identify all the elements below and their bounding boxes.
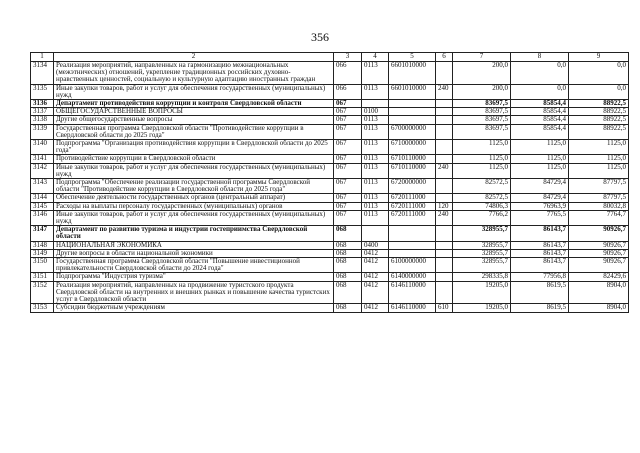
- target-article-code: 6710110000: [389, 163, 436, 178]
- section-code: 0113: [362, 140, 389, 155]
- row-name: Обеспечение деятельности государственных органов (центральный аппарат): [54, 194, 334, 202]
- target-article-code: 6100000000: [389, 258, 436, 273]
- expense-type-code: [436, 258, 453, 273]
- amount-year-1: 200,0: [453, 62, 511, 85]
- row-name: Подпрограмма "Организация противодействия коррупции в Свердловской области до 2025 года": [54, 140, 334, 155]
- section-code: 0412: [362, 281, 389, 304]
- expense-type-code: [436, 140, 453, 155]
- amount-year-3: 0,0: [569, 84, 629, 99]
- row-number: 3137: [31, 108, 54, 116]
- row-name: Расходы на выплаты персоналу государственных (муниципальных) органов: [54, 202, 334, 210]
- ministry-code: 066: [334, 62, 362, 85]
- table-row: [31, 62, 629, 85]
- expense-type-code: [436, 62, 453, 85]
- section-code: 0113: [362, 210, 389, 225]
- row-number: 3143: [31, 179, 54, 194]
- section-code: 0113: [362, 155, 389, 163]
- amount-year-3: 90926,7: [569, 258, 629, 273]
- column-header: 9: [569, 53, 629, 62]
- row-number: 3138: [31, 116, 54, 124]
- expense-type-code: [436, 179, 453, 194]
- target-article-code: 6146110000: [389, 304, 436, 312]
- ministry-code: 067: [334, 100, 362, 108]
- amount-year-1: 83697,5: [453, 124, 511, 139]
- amount-year-1: 1125,0: [453, 155, 511, 163]
- target-article-code: [389, 249, 436, 257]
- row-number: 3148: [31, 241, 54, 249]
- row-name: Иные закупки товаров, работ и услуг для обеспечения государственных (муниципальных) нужд: [54, 210, 334, 225]
- table-row: [31, 226, 629, 241]
- amount-year-3: 8904,0: [569, 281, 629, 304]
- expense-type-code: 120: [436, 202, 453, 210]
- column-header: 1: [31, 53, 54, 62]
- expense-type-code: [436, 100, 453, 108]
- ministry-code: 068: [334, 304, 362, 312]
- section-code: [362, 226, 389, 241]
- ministry-code: 068: [334, 226, 362, 241]
- amount-year-3: 90926,7: [569, 241, 629, 249]
- amount-year-1: 74806,3: [453, 202, 511, 210]
- table-row: [31, 140, 629, 155]
- ministry-code: 068: [334, 281, 362, 304]
- column-header: 7: [453, 53, 511, 62]
- expense-type-code: [436, 273, 453, 281]
- amount-year-2: 7765,5: [511, 210, 569, 225]
- section-code: 0412: [362, 249, 389, 257]
- amount-year-1: 328955,7: [453, 249, 511, 257]
- table-row: [31, 258, 629, 273]
- amount-year-1: 82572,5: [453, 194, 511, 202]
- amount-year-2: 1125,0: [511, 163, 569, 178]
- row-number: 3146: [31, 210, 54, 225]
- row-number: 3144: [31, 194, 54, 202]
- ministry-code: 068: [334, 249, 362, 257]
- section-code: [362, 100, 389, 108]
- row-number: 3136: [31, 100, 54, 108]
- expense-type-code: [436, 249, 453, 257]
- table-row: [31, 108, 629, 116]
- row-number: 3152: [31, 281, 54, 304]
- amount-year-1: 1125,0: [453, 140, 511, 155]
- expense-type-code: 240: [436, 84, 453, 99]
- row-name: Субсидии бюджетным учреждениям: [54, 304, 334, 312]
- amount-year-3: 90926,7: [569, 249, 629, 257]
- table-row: [31, 100, 629, 108]
- section-code: 0113: [362, 84, 389, 99]
- amount-year-1: 328955,7: [453, 241, 511, 249]
- amount-year-3: 88922,5: [569, 100, 629, 108]
- amount-year-3: 1125,0: [569, 163, 629, 178]
- table-row: [31, 202, 629, 210]
- amount-year-2: 8619,5: [511, 304, 569, 312]
- table-row: [31, 155, 629, 163]
- section-code: 0113: [362, 202, 389, 210]
- amount-year-2: 85854,4: [511, 100, 569, 108]
- section-code: 0113: [362, 194, 389, 202]
- amount-year-3: 0,0: [569, 62, 629, 85]
- amount-year-2: 85854,4: [511, 108, 569, 116]
- ministry-code: 067: [334, 202, 362, 210]
- amount-year-1: 7766,2: [453, 210, 511, 225]
- target-article-code: 6720111000: [389, 210, 436, 225]
- expense-type-code: 240: [436, 163, 453, 178]
- expense-type-code: [436, 155, 453, 163]
- section-code: 0113: [362, 124, 389, 139]
- section-code: 0113: [362, 179, 389, 194]
- table-row: [31, 116, 629, 124]
- row-name: Подпрограмма "Индустрия туризма": [54, 273, 334, 281]
- row-number: 3139: [31, 124, 54, 139]
- table-row: [31, 249, 629, 257]
- table-row: [31, 84, 629, 99]
- amount-year-3: 80032,8: [569, 202, 629, 210]
- target-article-code: [389, 116, 436, 124]
- amount-year-1: 83697,5: [453, 116, 511, 124]
- target-article-code: [389, 100, 436, 108]
- amount-year-2: 1125,0: [511, 140, 569, 155]
- section-code: 0412: [362, 258, 389, 273]
- row-name: Другие вопросы в области национальной экономики: [54, 249, 334, 257]
- amount-year-3: 87797,5: [569, 194, 629, 202]
- amount-year-2: 86143,7: [511, 226, 569, 241]
- section-code: 0400: [362, 241, 389, 249]
- amount-year-2: 86143,7: [511, 258, 569, 273]
- amount-year-3: 1125,0: [569, 155, 629, 163]
- amount-year-2: 8619,5: [511, 281, 569, 304]
- target-article-code: [389, 108, 436, 116]
- amount-year-2: 76963,9: [511, 202, 569, 210]
- amount-year-2: 85854,4: [511, 124, 569, 139]
- table-row: [31, 124, 629, 139]
- amount-year-1: 19205,0: [453, 281, 511, 304]
- expense-type-code: [436, 226, 453, 241]
- section-code: 0412: [362, 304, 389, 312]
- row-name: Департамент противодействия коррупции и контроля Свердловской области: [54, 100, 334, 108]
- table-row: [31, 241, 629, 249]
- expense-type-code: [436, 281, 453, 304]
- row-number: 3140: [31, 140, 54, 155]
- amount-year-3: 7764,7: [569, 210, 629, 225]
- amount-year-3: 82429,6: [569, 273, 629, 281]
- amount-year-1: 83697,5: [453, 100, 511, 108]
- section-code: 0113: [362, 116, 389, 124]
- ministry-code: 066: [334, 84, 362, 99]
- row-name: Реализация мероприятий, направленных на продвижение туристского продукта Свердловской области на внутренних и внешних рынках и повышение качества туристских услуг в Свердловской области: [54, 281, 334, 304]
- row-number: 3153: [31, 304, 54, 312]
- row-name: НАЦИОНАЛЬНАЯ ЭКОНОМИКА: [54, 241, 334, 249]
- target-article-code: 6720000000: [389, 179, 436, 194]
- row-number: 3151: [31, 273, 54, 281]
- ministry-code: 067: [334, 194, 362, 202]
- row-number: 3141: [31, 155, 54, 163]
- expense-type-code: 240: [436, 210, 453, 225]
- table-row: [31, 194, 629, 202]
- row-number: 3149: [31, 249, 54, 257]
- amount-year-2: 85854,4: [511, 116, 569, 124]
- amount-year-3: 87797,5: [569, 179, 629, 194]
- row-number: 3150: [31, 258, 54, 273]
- amount-year-2: 1125,0: [511, 155, 569, 163]
- table-row: [31, 163, 629, 178]
- expense-type-code: 610: [436, 304, 453, 312]
- row-name: ОБЩЕГОСУДАРСТВЕННЫЕ ВОПРОСЫ: [54, 108, 334, 116]
- table-row: [31, 179, 629, 194]
- amount-year-1: 328955,7: [453, 258, 511, 273]
- amount-year-1: 19205,0: [453, 304, 511, 312]
- amount-year-2: 0,0: [511, 84, 569, 99]
- row-number: 3135: [31, 84, 54, 99]
- row-name: Противодействие коррупции в Свердловской области: [54, 155, 334, 163]
- row-name: Государственная программа Свердловской области "Противодействие коррупции в Свердловской области до 2025 года": [54, 124, 334, 139]
- amount-year-1: 200,0: [453, 84, 511, 99]
- column-header: 4: [362, 53, 389, 62]
- amount-year-3: 88922,5: [569, 116, 629, 124]
- ministry-code: 067: [334, 108, 362, 116]
- row-name: Другие общегосударственные вопросы: [54, 116, 334, 124]
- amount-year-2: 86143,7: [511, 241, 569, 249]
- target-article-code: 6720111000: [389, 194, 436, 202]
- table-row: [31, 281, 629, 304]
- target-article-code: 6710000000: [389, 140, 436, 155]
- ministry-code: 067: [334, 163, 362, 178]
- table-row: [31, 273, 629, 281]
- row-number: 3134: [31, 62, 54, 85]
- amount-year-3: 88922,5: [569, 108, 629, 116]
- target-article-code: 6601010000: [389, 62, 436, 85]
- amount-year-3: 90926,7: [569, 226, 629, 241]
- target-article-code: [389, 226, 436, 241]
- row-name: Департамент по развитию туризма и индустрии гостеприимства Свердловской области: [54, 226, 334, 241]
- target-article-code: 6710110000: [389, 155, 436, 163]
- amount-year-1: 83697,5: [453, 108, 511, 116]
- expense-type-code: [436, 116, 453, 124]
- amount-year-2: 77956,8: [511, 273, 569, 281]
- expense-type-code: [436, 241, 453, 249]
- expense-type-code: [436, 194, 453, 202]
- ministry-code: 067: [334, 124, 362, 139]
- target-article-code: [389, 241, 436, 249]
- row-name: Реализация мероприятий, направленных на гармонизацию межнациональных (межэтнических) отношений, укрепление традиционных российских духовно-нравственных ценностей, социальную и культурную адаптацию иностранных граждан: [54, 62, 334, 85]
- target-article-code: 6140000000: [389, 273, 436, 281]
- target-article-code: 6601010000: [389, 84, 436, 99]
- page-number: 356: [311, 30, 329, 44]
- column-header: 5: [389, 53, 436, 62]
- column-header: 6: [436, 53, 453, 62]
- budget-table: [30, 52, 629, 313]
- ministry-code: 067: [334, 179, 362, 194]
- section-code: 0113: [362, 62, 389, 85]
- ministry-code: 067: [334, 210, 362, 225]
- amount-year-1: 328955,7: [453, 226, 511, 241]
- target-article-code: 6146110000: [389, 281, 436, 304]
- expense-type-code: [436, 108, 453, 116]
- amount-year-3: 1125,0: [569, 140, 629, 155]
- row-name: Иные закупки товаров, работ и услуг для обеспечения государственных (муниципальных) нужд: [54, 163, 334, 178]
- ministry-code: 067: [334, 155, 362, 163]
- column-header: 3: [334, 53, 362, 62]
- amount-year-2: 84729,4: [511, 194, 569, 202]
- ministry-code: 068: [334, 241, 362, 249]
- amount-year-2: 0,0: [511, 62, 569, 85]
- row-number: 3147: [31, 226, 54, 241]
- section-code: 0412: [362, 273, 389, 281]
- header-row: [31, 53, 629, 62]
- target-article-code: 6700000000: [389, 124, 436, 139]
- amount-year-2: 86143,7: [511, 249, 569, 257]
- amount-year-3: 88922,5: [569, 124, 629, 139]
- section-code: 0100: [362, 108, 389, 116]
- amount-year-3: 8904,0: [569, 304, 629, 312]
- amount-year-1: 82572,5: [453, 179, 511, 194]
- amount-year-1: 1125,0: [453, 163, 511, 178]
- row-name: Иные закупки товаров, работ и услуг для обеспечения государственных (муниципальных) нужд: [54, 84, 334, 99]
- ministry-code: 068: [334, 273, 362, 281]
- amount-year-2: 84729,4: [511, 179, 569, 194]
- ministry-code: 068: [334, 258, 362, 273]
- table-row: [31, 304, 629, 312]
- column-header: 2: [54, 53, 334, 62]
- row-name: Государственная программа Свердловской области "Повышение инвестиционной привлекательности Свердловской области до 2024 года": [54, 258, 334, 273]
- section-code: 0113: [362, 163, 389, 178]
- ministry-code: 067: [334, 140, 362, 155]
- column-header: 8: [511, 53, 569, 62]
- expense-type-code: [436, 124, 453, 139]
- ministry-code: 067: [334, 116, 362, 124]
- amount-year-1: 298335,8: [453, 273, 511, 281]
- table-row: [31, 210, 629, 225]
- row-number: 3142: [31, 163, 54, 178]
- row-number: 3145: [31, 202, 54, 210]
- target-article-code: 6720111000: [389, 202, 436, 210]
- row-name: Подпрограмма "Обеспечение реализации государственной программы Свердловской области "Противодействие коррупции в Свердловской области до 2025 года": [54, 179, 334, 194]
